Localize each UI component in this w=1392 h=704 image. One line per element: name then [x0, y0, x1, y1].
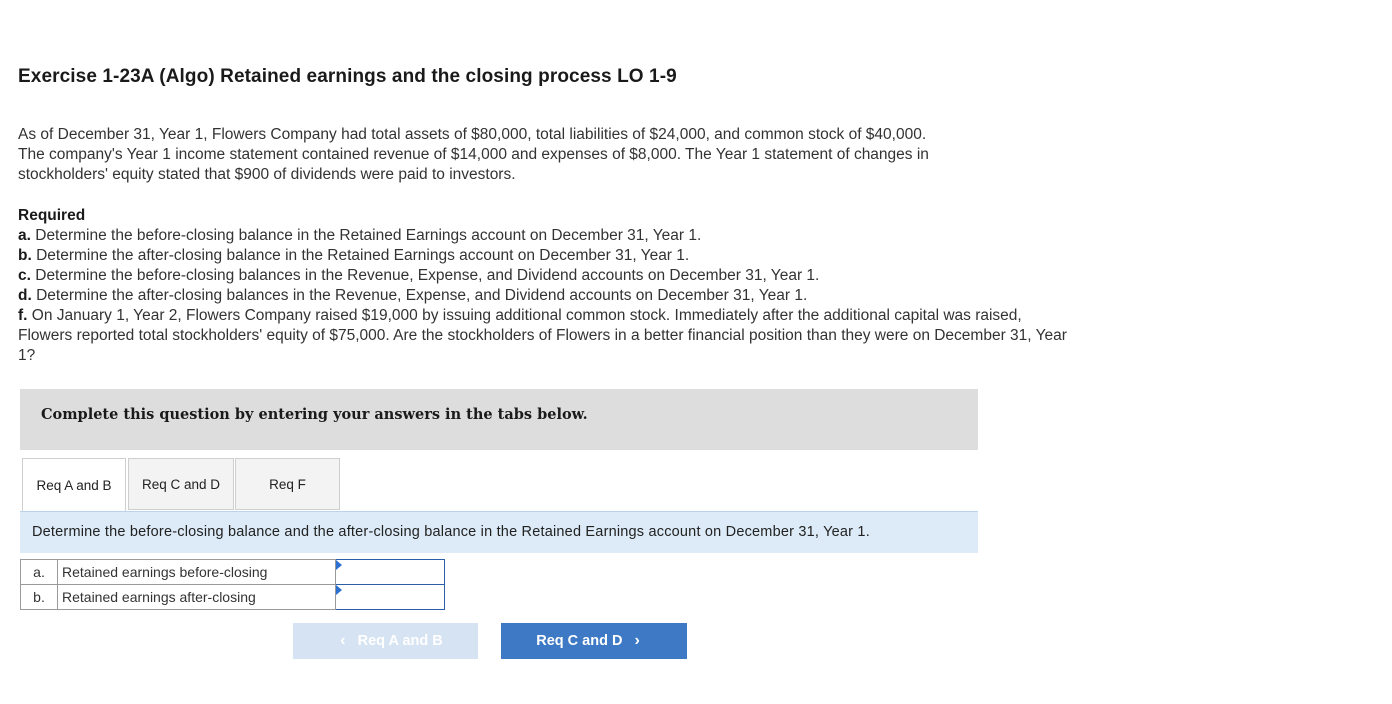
chevron-left-icon: ‹ [340, 632, 346, 649]
item-letter: d. [18, 287, 32, 304]
exercise-title: Exercise 1-23A (Algo) Retained earnings and the closing process LO 1-9 [18, 66, 677, 87]
tab-req-f[interactable]: Req F [235, 458, 340, 510]
tab-req-a-and-b[interactable]: Req A and B [22, 458, 126, 512]
answer-table [20, 559, 445, 610]
item-text: Determine the before-closing balances in the Revenue, Expense, and Dividend accounts on December 31, Year 1. [30, 267, 820, 284]
prev-button-label: Req A and B [357, 633, 443, 649]
intro-line: The company's Year 1 income statement contained revenue of $14,000 and expenses of $8,000. The Year 1 statement of changes in [18, 146, 929, 163]
item-letter: c. [18, 267, 31, 284]
required-heading: Required [18, 207, 86, 224]
required-item-d [18, 286, 1078, 306]
next-tab-button[interactable] [501, 623, 687, 659]
answer-cell [336, 560, 445, 585]
input-marker-icon [336, 560, 342, 570]
table-row [21, 560, 445, 585]
tab-req-c-and-d[interactable]: Req C and D [128, 458, 234, 510]
chevron-right-icon: › [634, 632, 640, 649]
tab-prompt [20, 511, 978, 553]
answer-cell [336, 585, 445, 610]
intro-line: As of December 31, Year 1, Flowers Company had total assets of $80,000, total liabilities of $24,000, and common stock of $40,000. [18, 126, 927, 143]
instruction-banner [20, 389, 978, 450]
item-text: On January 1, Year 2, Flowers Company raised $19,000 by issuing additional common stock. Immediately after the additional capital was raised, Flowers reported total stockholders' equity of $75,000. Are the stockholders of Flowers in a better financial position than they were on December 31, Year 1? [18, 307, 1067, 364]
required-item-b [18, 246, 1078, 266]
prev-tab-button[interactable] [293, 623, 478, 659]
row-label: Retained earnings before-closing [58, 560, 336, 585]
intro-line: stockholders' equity stated that $900 of dividends were paid to investors. [18, 166, 516, 183]
retained-earnings-after-closing-input[interactable] [336, 585, 444, 609]
required-item-c [18, 266, 1078, 286]
item-text: Determine the after-closing balance in the Retained Earnings account on December 31, Year 1. [31, 247, 690, 264]
row-letter: b. [21, 585, 58, 610]
intro-paragraph [18, 125, 1078, 185]
item-text: Determine the before-closing balance in the Retained Earnings account on December 31, Year 1. [30, 227, 702, 244]
next-button-label: Req C and D [536, 633, 623, 649]
item-letter: b. [18, 247, 32, 264]
required-item-a [18, 226, 1078, 246]
item-letter: a. [18, 227, 31, 244]
input-marker-icon [336, 585, 342, 595]
row-label: Retained earnings after-closing [58, 585, 336, 610]
required-section [18, 206, 1078, 366]
instruction-text: Complete this question by entering your answers in the tabs below. [41, 406, 588, 423]
prompt-text: Determine the before-closing balance and the after-closing balance in the Retained Earnings account on December 31, Year 1. [32, 524, 870, 540]
item-text: Determine the after-closing balances in the Revenue, Expense, and Dividend accounts on December 31, Year 1. [31, 287, 808, 304]
required-item-f [18, 306, 1078, 366]
row-letter: a. [21, 560, 58, 585]
table-row [21, 585, 445, 610]
item-letter: f. [18, 307, 28, 324]
retained-earnings-before-closing-input[interactable] [336, 560, 444, 584]
